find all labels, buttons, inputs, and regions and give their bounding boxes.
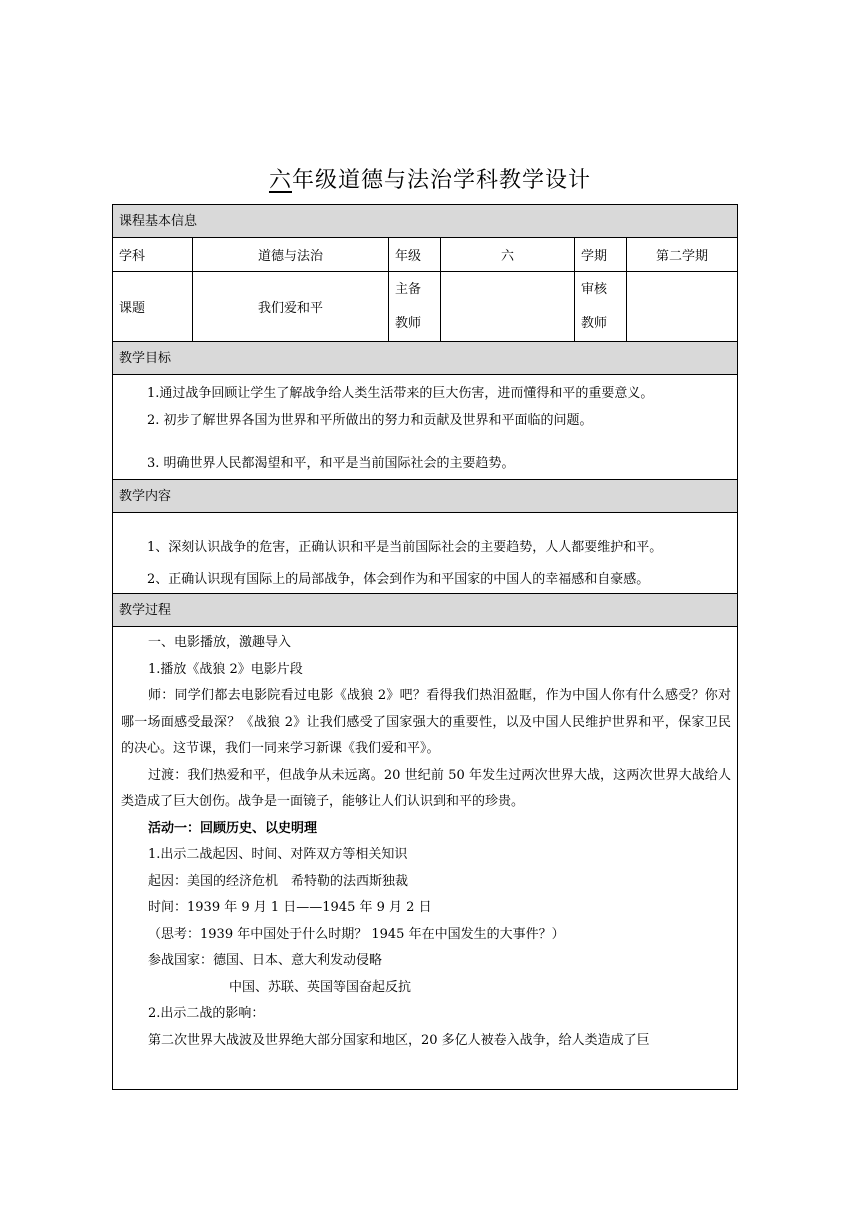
topic-label: 课题 [113,272,193,341]
process-step-1: 1.播放《战狼 2》电影片段 [148,661,303,677]
process-block [113,627,737,1089]
main-teacher-label [389,272,441,341]
subject-value: 道德与法治 [193,238,389,271]
cause-line: 起因：美国的经济危机 希特勒的法西斯独裁 [148,873,409,889]
section-content: 教学内容 [113,480,737,513]
activity-one-heading: 活动一：回顾历史、以史明理 [148,820,318,836]
process-teacher-talk: 师：同学们都去电影院看过电影《战狼 2》吧？看得我们热泪盈眶，作为中国人你有什么感受？你对哪一场面感受最深？《战狼 2》让我们感受了国家强大的重要性，以及中国人民维护世界和平，保家卫民的决心。这节课，我们一同来学习新课《我们爱和平》。 [121,688,731,756]
review-teacher-label-2: 教师 [581,315,608,331]
main-teacher-label-2: 教师 [395,315,422,331]
main-teacher-value [441,272,575,341]
countries-line-2: 中国、苏联、英国等国奋起反抗 [229,979,412,995]
lesson-plan-table [112,204,738,1090]
topic-value: 我们爱和平 [193,272,389,341]
objective-3: 3. 明确世界人民都渴望和平，和平是当前国际社会的主要趋势。 [147,456,515,471]
review-teacher-label-1: 审核 [581,281,608,297]
grade-value: 六 [441,238,575,271]
page-title [0,163,860,194]
info-row-1 [113,238,737,272]
section-objectives: 教学目标 [113,342,737,375]
section-basic-info: 课程基本信息 [113,205,737,238]
think-question: （思考：1939 年中国处于什么时期？ 1945 年在中国发生的大事件？） [148,926,565,942]
review-teacher-label [575,272,627,341]
info-row-2 [113,272,737,342]
content-block [113,513,737,594]
term-label: 学期 [575,238,627,271]
term-value: 第二学期 [655,249,708,264]
impact-line: 第二次世界大战波及世界绝大部分国家和地区，20 多亿人被卷入战争，给人类造成了巨 [148,1032,650,1048]
time-line: 时间：1939 年 9 月 1 日——1945 年 9 月 2 日 [148,900,432,915]
objectives-block [113,375,737,480]
subject-label: 学科 [113,238,193,271]
content-1: 1、深刻认识战争的危害，正确认识和平是当前国际社会的主要趋势，人人都要维护和平。 [147,540,663,555]
title-text: 年级道德与法治学科教学设计 [292,168,592,193]
main-teacher-label-1: 主备 [395,281,422,297]
activity-one-step-1: 1.出示二战起因、时间、对阵双方等相关知识 [148,847,408,862]
objective-1: 1.通过战争回顾让学生了解战争给人类生活带来的巨大伤害，进而懂得和平的重要意义。 [147,386,654,401]
objective-2: 2. 初步了解世界各国为世界和平所做出的努力和贡献及世界和平面临的问题。 [147,413,593,428]
countries-line-1: 参战国家：德国、日本、意大利发动侵略 [148,953,383,968]
title-grade: 六 [268,168,292,193]
review-teacher-value [627,272,737,341]
process-transition: 过渡：我们热爱和平，但战争从未远离。20 世纪前 50 年发生过两次世界大战，这两次世界大战给人类造成了巨大创伤。战争是一面镜子，能够让人们认识到和平的珍贵。 [121,767,731,809]
activity-one-step-2: 2.出示二战的影响： [148,1006,265,1021]
process-heading-1: 一、电影播放，激趣导入 [148,635,292,650]
grade-label: 年级 [389,238,441,271]
content-2: 2、正确认识现有国际上的局部战争，体会到作为和平国家的中国人的幸福感和自豪感。 [147,572,650,587]
section-process: 教学过程 [113,594,737,627]
